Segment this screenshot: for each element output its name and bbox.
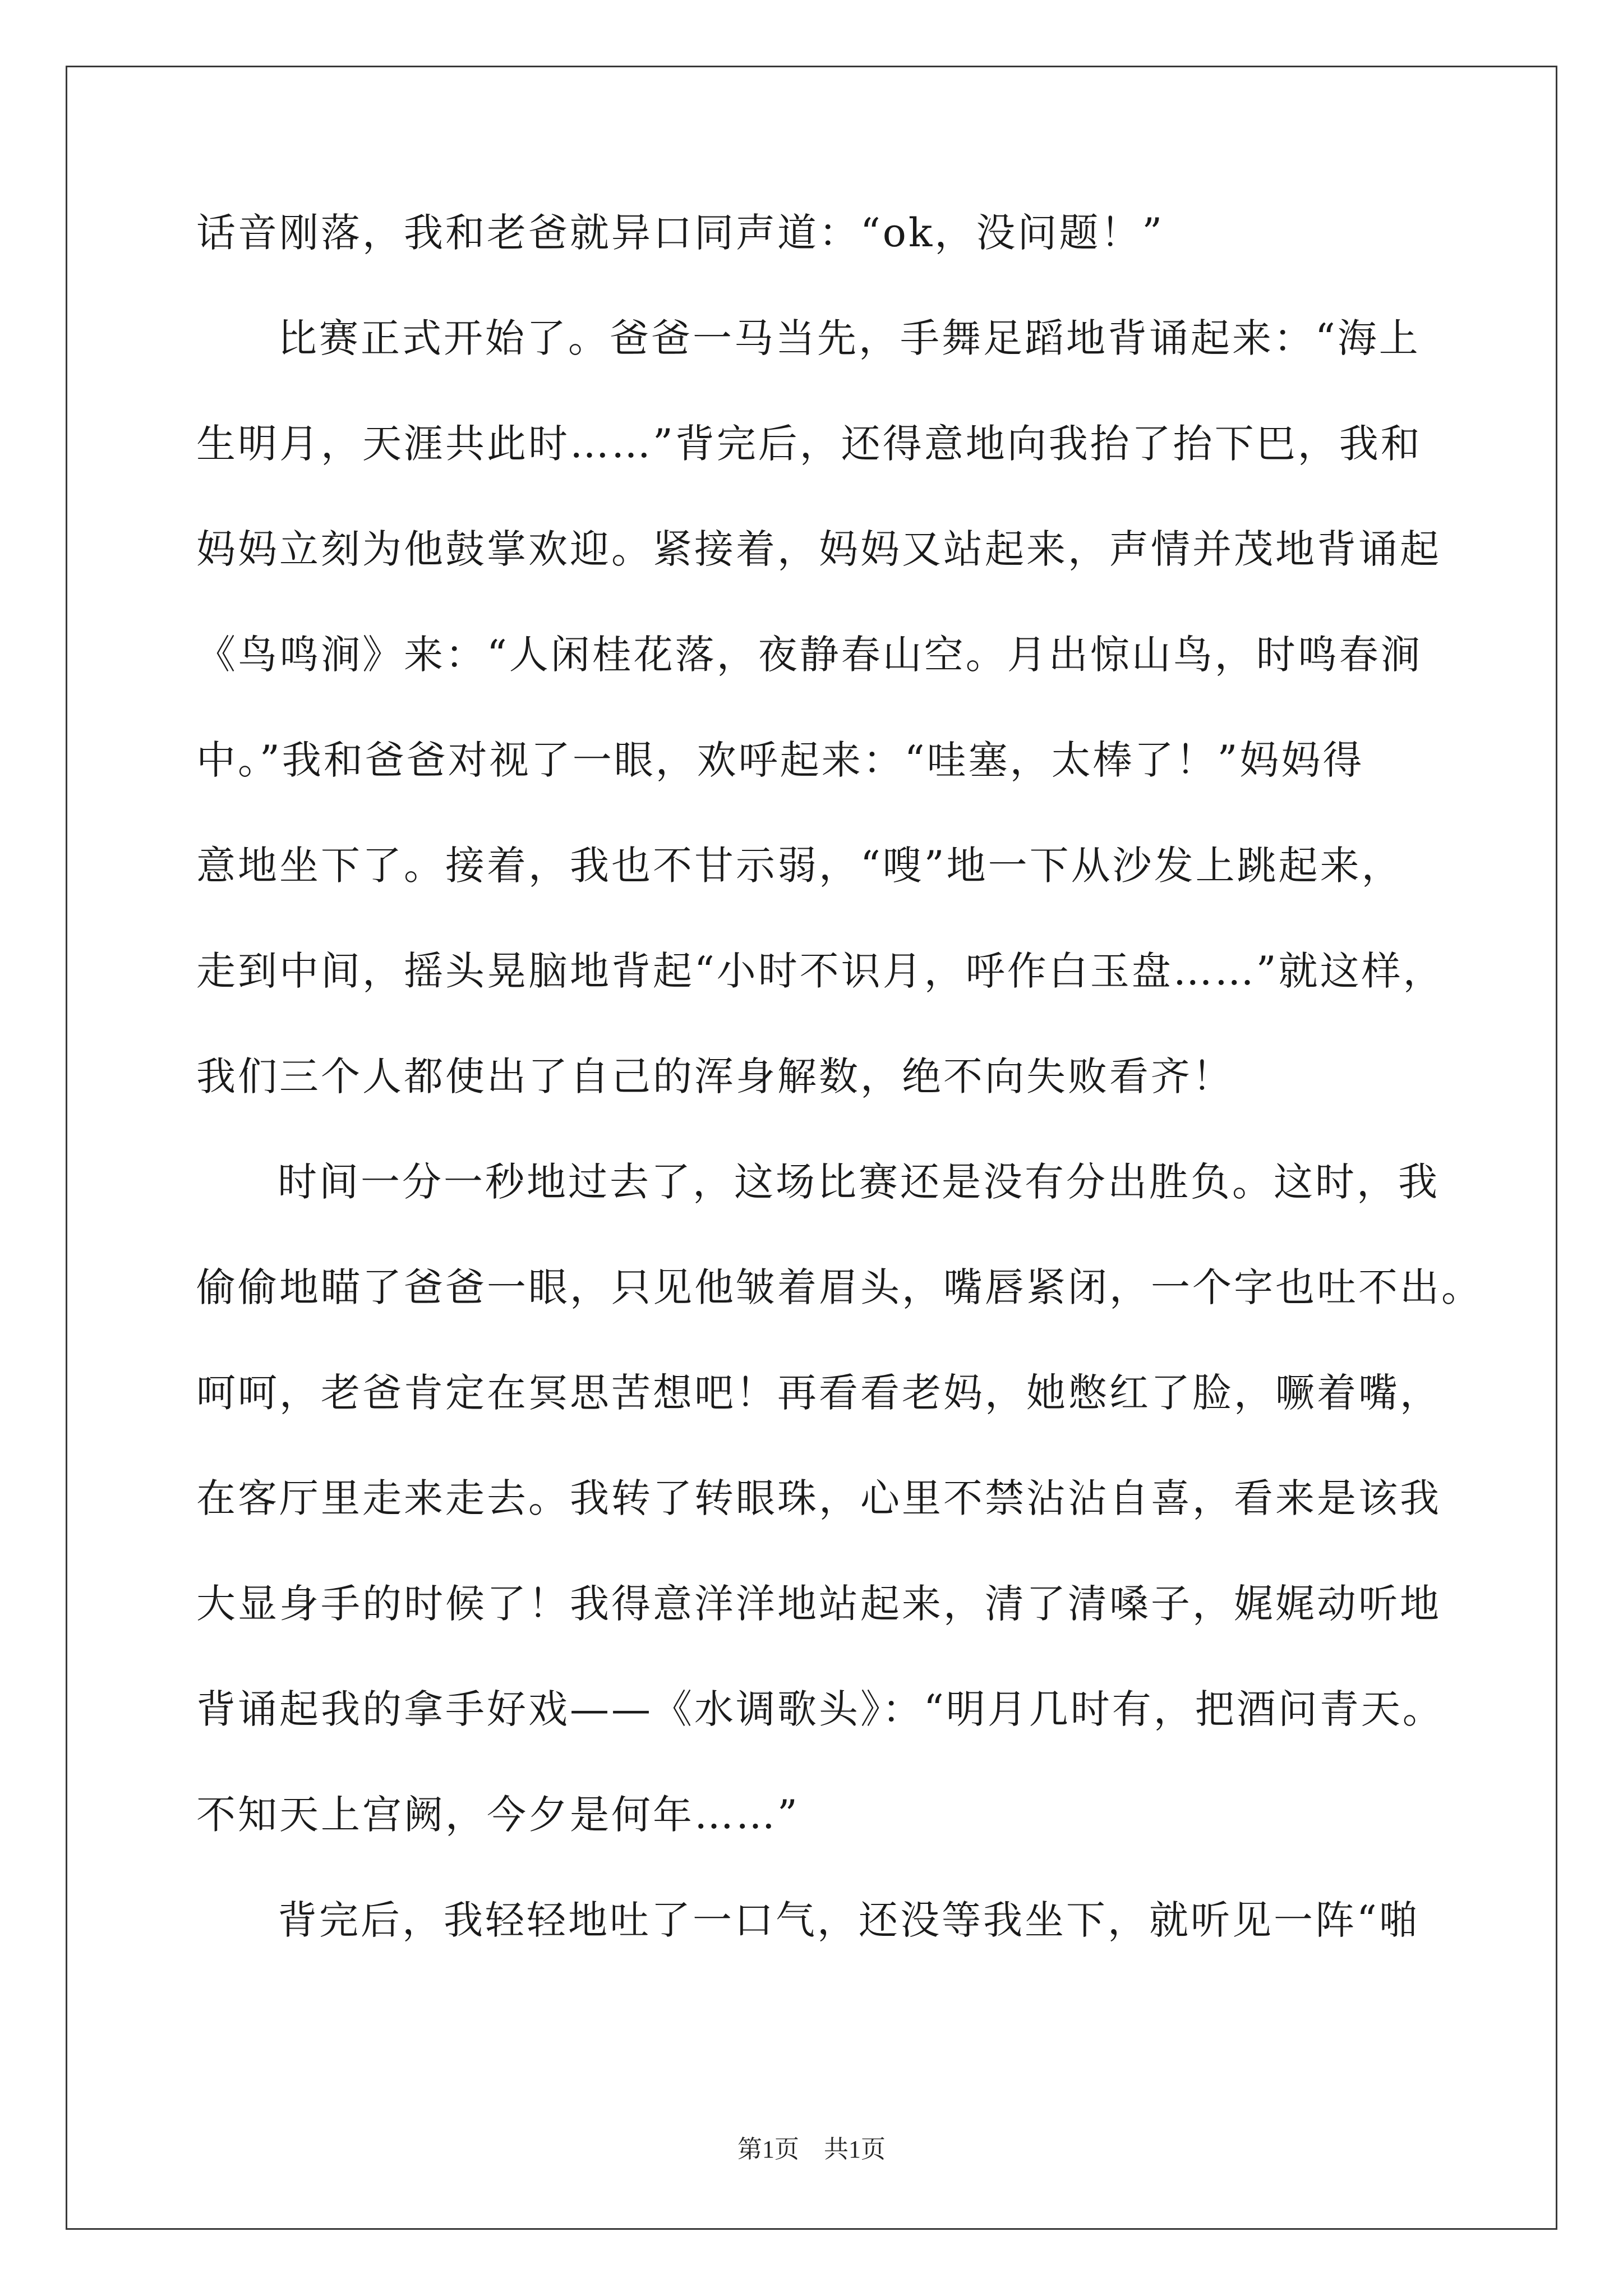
text-line: 偷偷地瞄了爸爸一眼，只见他皱着眉头，嘴唇紧闭，一个字也吐不出。 bbox=[196, 1264, 1483, 1310]
text-line: 不知天上宫阙，今夕是何年……” bbox=[196, 1792, 800, 1838]
text-line: 《鸟鸣涧》来：“人闲桂花落，夜静春山空。月出惊山鸟，时鸣春涧 bbox=[196, 632, 1422, 678]
text-line: 生明月，天涯共此时……”背完后，还得意地向我抬了抬下巴，我和 bbox=[196, 421, 1422, 467]
text-line: 走到中间，摇头晃脑地背起“小时不识月，呼作白玉盘……”就这样， bbox=[196, 948, 1445, 994]
text-line: 我们三个人都使出了自己的浑身解数，绝不向失败看齐！ bbox=[196, 1053, 1234, 1099]
text-line: 呵呵，老爸肯定在冥思苦想吧！再看看老妈，她憋红了脸，噘着嘴， bbox=[196, 1370, 1441, 1416]
paragraph-start-line: 背完后，我轻轻地吐了一口气，还没等我坐下，就听见一阵“啪 bbox=[278, 1897, 1421, 1943]
page-number-footer: 第1页 共1页 bbox=[737, 2136, 886, 2163]
text-line: 意地坐下了。接着，我也不甘示弱，“嗖”地一下从沙发上跳起来， bbox=[196, 843, 1403, 889]
paragraph-start-line: 时间一分一秒地过去了，这场比赛还是没有分出胜负。这时，我 bbox=[278, 1159, 1440, 1205]
text-line: 大显身手的时候了！我得意洋洋地站起来，清了清嗓子，娓娓动听地 bbox=[196, 1581, 1441, 1627]
text-line: 在客厅里走来走去。我转了转眼珠，心里不禁沾沾自喜，看来是该我 bbox=[196, 1475, 1441, 1521]
paragraph-start-line: 比赛正式开始了。爸爸一马当先，手舞足蹈地背诵起来：“海上 bbox=[278, 315, 1421, 361]
text-line: 话音刚落，我和老爸就异口同声道：“ok，没问题！” bbox=[196, 210, 1165, 256]
text-line: 妈妈立刻为他鼓掌欢迎。紧接着，妈妈又站起来，声情并茂地背诵起 bbox=[196, 526, 1441, 572]
text-line: 中。”我和爸爸对视了一眼，欢呼起来：“哇塞，太棒了！”妈妈得 bbox=[196, 737, 1364, 783]
text-line: 背诵起我的拿手好戏——《水调歌头》：“明月几时有，把酒问青天。 bbox=[196, 1686, 1444, 1732]
